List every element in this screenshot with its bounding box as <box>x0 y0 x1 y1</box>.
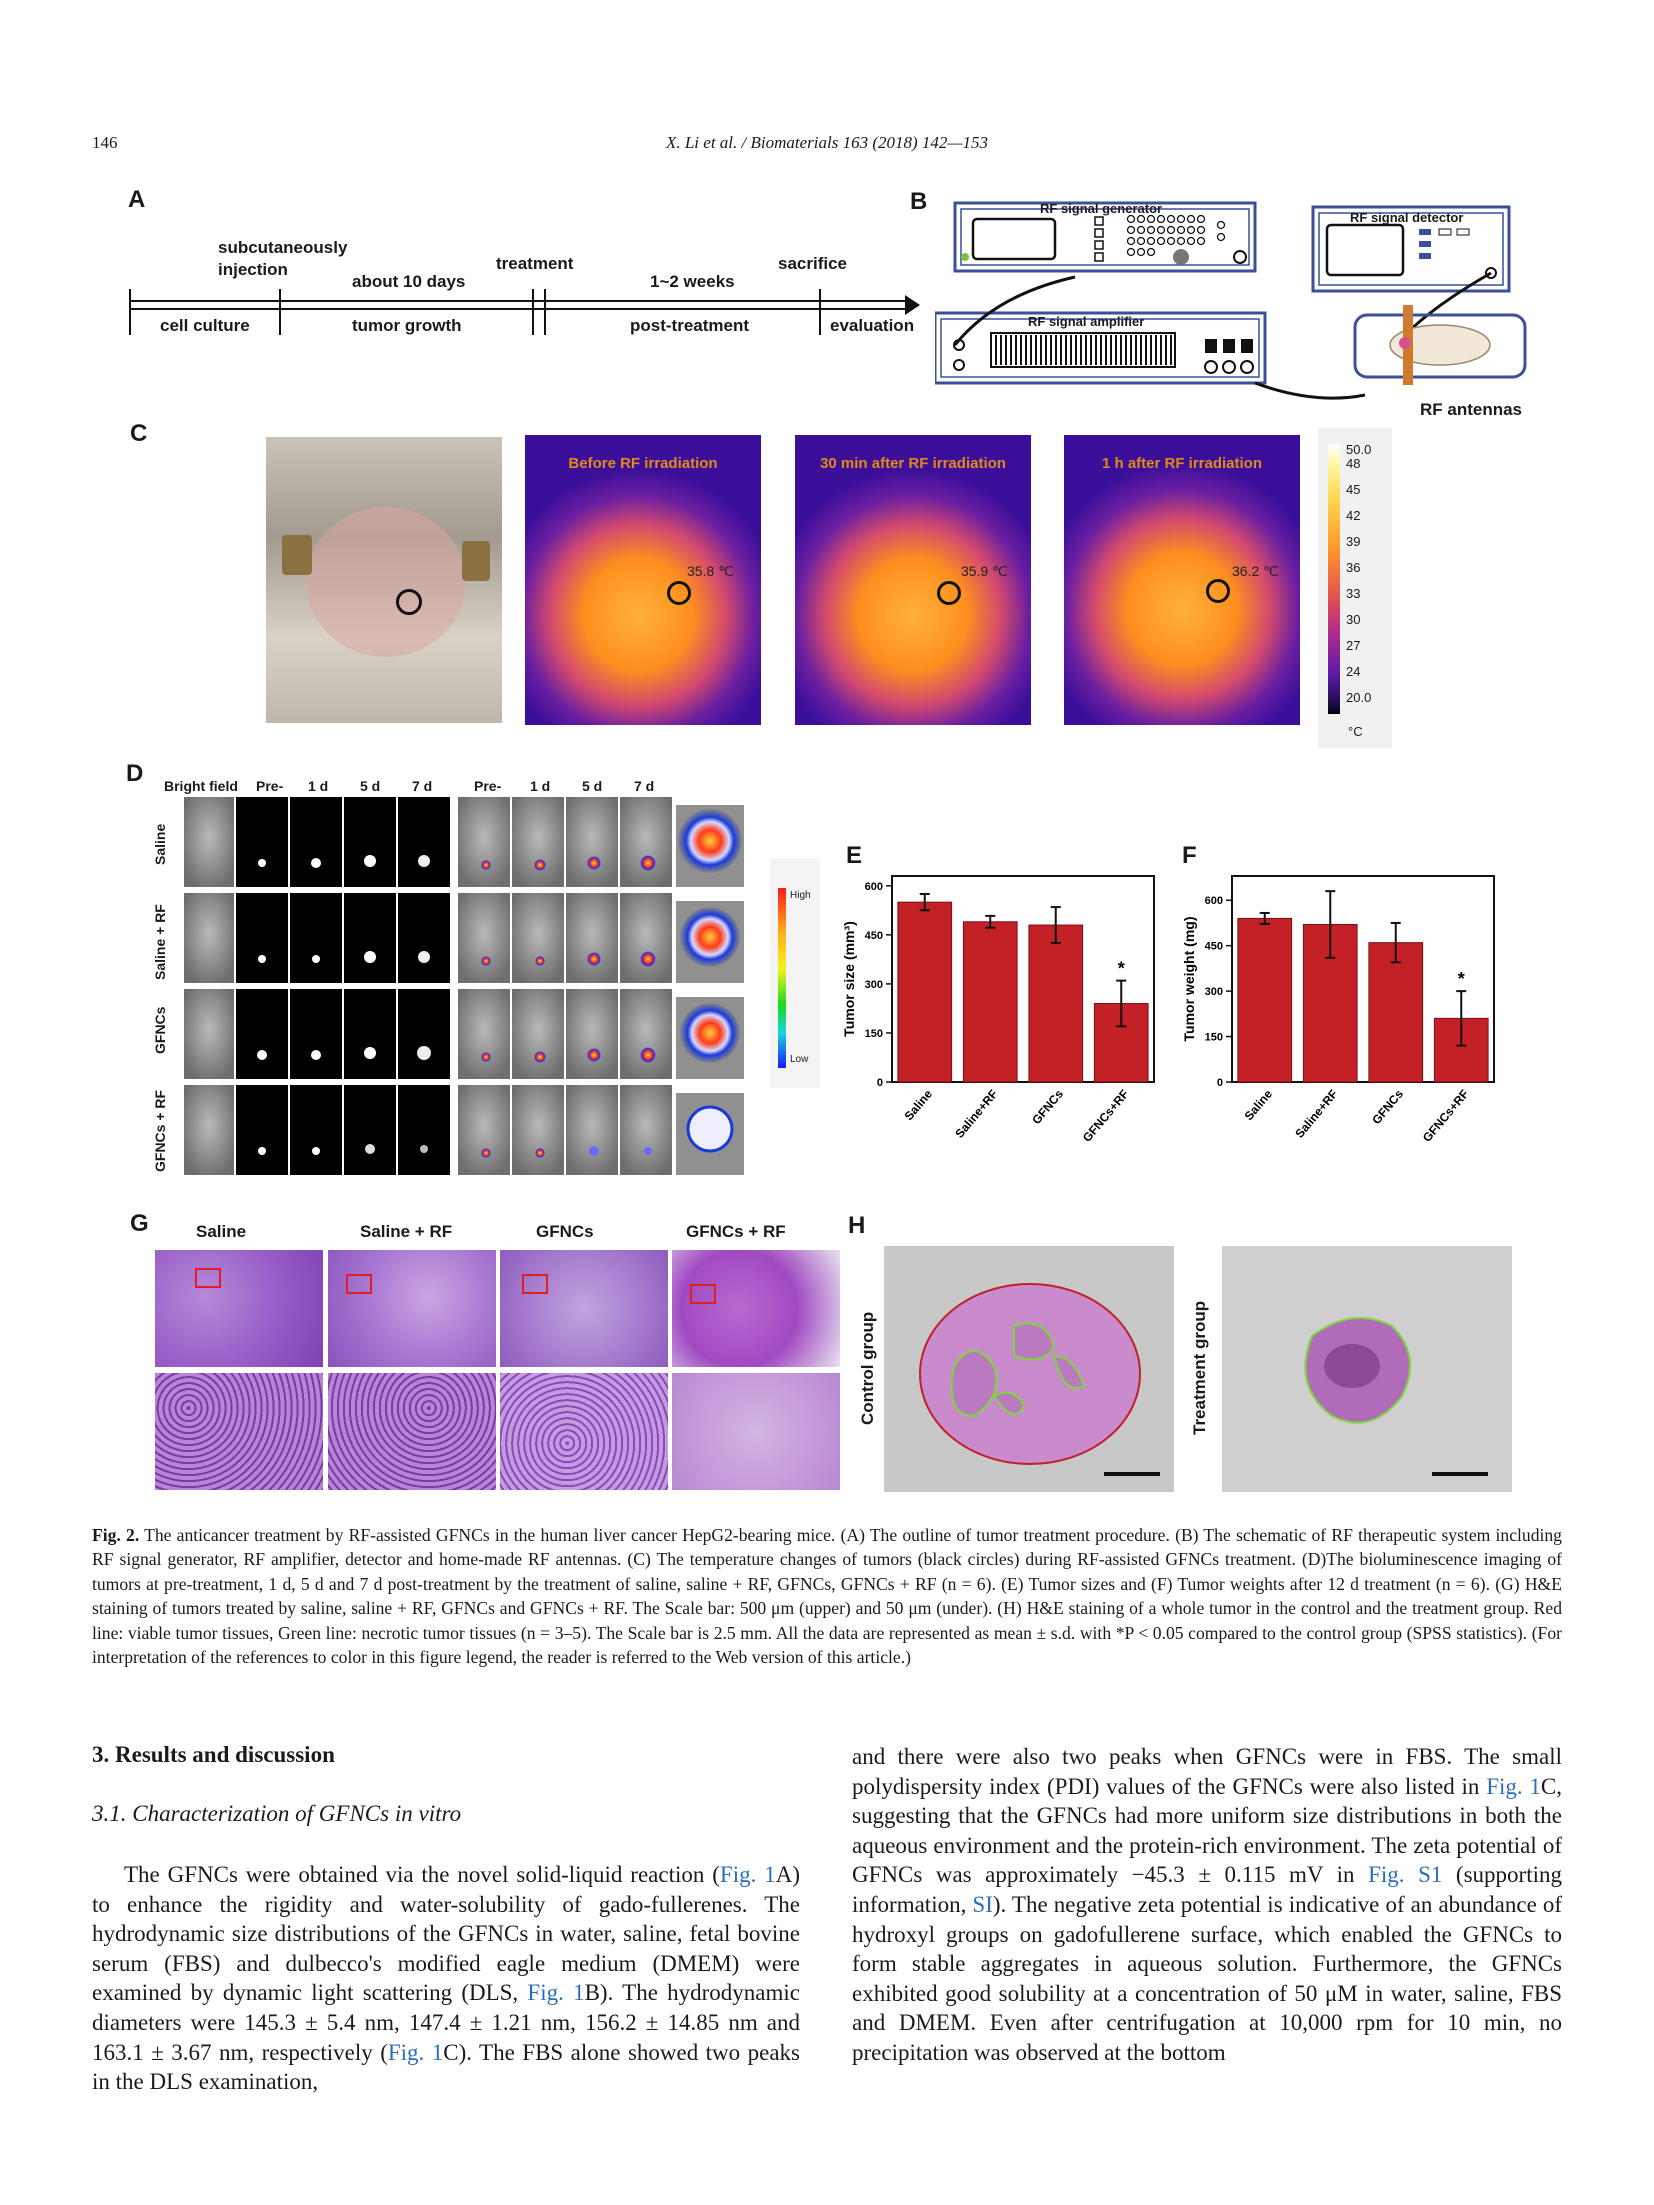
col-header: Pre- <box>474 778 502 794</box>
histo-saline-rf-upper <box>328 1250 496 1367</box>
category-label: Saline <box>1241 1086 1276 1124</box>
histo-gfncs-rf-lower <box>672 1373 840 1490</box>
category-label: Saline+RF <box>952 1086 1001 1141</box>
thermal-title-1h: 1 h after RF irradiation <box>1101 455 1263 472</box>
label-post-treatment: post-treatment <box>630 316 750 335</box>
timeline-axis <box>125 285 925 345</box>
scale-tick: 45 <box>1346 482 1361 497</box>
category-label: GFNCs+RF <box>1419 1086 1472 1145</box>
row-label: GFNCs <box>152 1006 168 1054</box>
col-header: 5 d <box>582 778 603 794</box>
photo-mouse-body <box>306 507 466 657</box>
photo-connector-left <box>282 535 312 575</box>
col-header: 1 d <box>308 778 329 794</box>
text-run: and there were also two peaks when GFNCs were in FBS. The small polydispersity index (PDI) values of the GFNCs were also listed in <box>852 1744 1562 1799</box>
text-run: The GFNCs were obtained via the novel solid-liquid reaction ( <box>124 1862 720 1887</box>
histo-col-label: Saline + RF <box>360 1222 453 1241</box>
y-tick-label: 600 <box>1204 895 1223 908</box>
histo-gfncs-upper <box>500 1250 668 1367</box>
thermal-temp-30min: 35.9 ℃ <box>961 563 1008 579</box>
col-header: Pre- <box>256 778 284 794</box>
scale-tick: 48 <box>1346 456 1361 471</box>
label-1-2-weeks: 1~2 weeks <box>650 272 735 291</box>
tumor-circle <box>937 581 961 605</box>
text-run: C). The FBS alone showed two peaks in the DLS examination, <box>92 2039 800 2095</box>
scale-tick: 30 <box>1346 612 1361 627</box>
label-rf-amplifier: RF signal amplifier <box>1028 314 1145 329</box>
histo-saline-lower <box>155 1373 323 1490</box>
figure-caption <box>92 1523 1562 1669</box>
panel-letter-e: E <box>846 842 863 869</box>
bar <box>1029 925 1083 1082</box>
significance-marker: * <box>1117 958 1125 979</box>
photo-connector-right <box>462 541 490 581</box>
thermal-image-before <box>525 435 761 725</box>
y-tick-label: 450 <box>864 929 883 942</box>
thermal-title-before: Before RF irradiation <box>568 455 718 472</box>
roi-box <box>522 1274 548 1294</box>
label-treatment: treatment <box>496 254 574 273</box>
scale-tick: 36 <box>1346 560 1361 575</box>
row-label: GFNCs + RF <box>152 1089 168 1172</box>
histo-saline-upper <box>155 1250 323 1367</box>
bar <box>898 902 952 1082</box>
y-tick-label: 300 <box>1204 986 1223 999</box>
subsection-heading: 3.1. Characterization of GFNCs in vitro <box>92 1801 462 1826</box>
journal-citation: X. Li et al. / Biomaterials 163 (2018) 142—153 <box>665 133 989 152</box>
label-about-10-days: about 10 days <box>352 272 466 291</box>
row-label: Saline <box>152 823 168 865</box>
y-axis-label: Tumor size (mm³) <box>841 921 857 1037</box>
panel-letter-d: D <box>126 760 144 787</box>
roi-box <box>195 1268 221 1288</box>
bar <box>1369 943 1423 1082</box>
body-left-column <box>92 1860 800 2097</box>
y-axis-label: Tumor weight (mg) <box>1181 916 1197 1042</box>
label-evaluation: evaluation <box>830 316 915 335</box>
histo-gfncs-rf-upper <box>672 1250 840 1367</box>
tumor-circle <box>396 589 422 615</box>
page-number: 146 <box>92 133 118 152</box>
label-subcutaneous-line2: injection <box>218 260 288 279</box>
tumor-size-bar-chart <box>830 862 1170 1182</box>
significance-marker: * <box>1457 969 1465 990</box>
caption-text: The anticancer treatment by RF-assisted GFNCs in the human liver cancer HepG2-bearing mice. (A) The outline of tumor treatment procedure. (B) The schematic of RF therapeutic system including RF signal generator, RF amplifier, detector and home-made RF antennas. (C) The temperature changes of tumors (black circles) during RF-assisted GFNCs treatment. (D)The bioluminescence imaging of tumors at pre-treatment, 1 d, 5 d and 7 d post-treatment by the treatment of saline, saline + RF, GFNCs, GFNCs + RF (n = 6). (E) Tumor sizes and (F) Tumor weights after 12 d treatment (n = 6). (G) H&E staining of tumors treated by saline, saline + RF, GFNCs and GFNCs + RF. The Scale bar: 500 μm (upper) and 50 μm (under). (H) H&E staining of a whole tumor in the control and the treatment group. Red line: viable tumor tissues, Green line: necrotic tumor tissues (n = 3–5). The Scale bar is 2.5 mm. All the data are represented as mean ± s.d. with *P < 0.05 compared to the control group (SPSS statistics). (For interpretation of the references to color in this figure legend, the reader is referred to the Web version of this article.) <box>92 1525 1562 1668</box>
bar <box>1238 918 1292 1082</box>
text-run: A) to enhance the rigidity and water-solubility of gado-fullerenes. The hydrodynamic size distributions of the GFNCs in water, saline, fetal bovine serum (FBS) and dulbecco's modified eagle medium (DMEM) were examined by dynamic light scattering (DLS, <box>92 1862 800 2006</box>
scale-tick: 24 <box>1346 664 1361 679</box>
roi-box <box>346 1274 372 1294</box>
figure-link[interactable]: Fig. 1 <box>1486 1773 1541 1799</box>
figure-link[interactable]: Fig. 1 <box>719 1862 776 1887</box>
label-subcutaneous-line1: subcutaneously <box>218 238 348 257</box>
supporting-info-link[interactable]: SI <box>972 1891 993 1917</box>
tumor-circle <box>1206 579 1230 603</box>
scale-tick: 42 <box>1346 508 1361 523</box>
section-heading: 3. Results and discussion <box>92 1742 335 1767</box>
panel-letter-b: B <box>910 188 928 215</box>
histo-col-label: GFNCs + RF <box>686 1222 786 1241</box>
luminescence-gradient <box>778 888 786 1068</box>
scale-low-label: Low <box>790 1054 809 1065</box>
label-rf-generator: RF signal generator <box>1040 201 1163 216</box>
temperature-scale <box>1318 428 1392 748</box>
panel-letter-c: C <box>130 420 148 447</box>
paragraph <box>852 1742 1562 2068</box>
histo-gfncs-lower <box>500 1373 668 1490</box>
tumor-circle <box>667 581 691 605</box>
luminescence-scale <box>770 858 820 1088</box>
y-tick-label: 0 <box>876 1077 883 1089</box>
category-label: Saline+RF <box>1292 1086 1341 1141</box>
histo-col-label: GFNCs <box>536 1222 594 1241</box>
whole-tumor-treatment <box>1222 1246 1512 1492</box>
y-tick-label: 150 <box>864 1027 883 1040</box>
thermal-temp-before: 35.8 ℃ <box>687 563 734 579</box>
col-header: 7 d <box>634 778 655 794</box>
paragraph <box>92 1860 800 2097</box>
histo-saline-rf-lower <box>328 1373 496 1490</box>
y-tick-label: 450 <box>1204 940 1223 953</box>
histo-col-label: Saline <box>196 1222 247 1241</box>
category-label: GFNCs <box>1369 1086 1407 1128</box>
col-header: 1 d <box>530 778 551 794</box>
y-tick-label: 0 <box>1216 1077 1223 1089</box>
y-tick-label: 150 <box>1204 1031 1223 1044</box>
scale-tick: 20.0 <box>1346 690 1372 705</box>
label-rf-antennas: RF antennas <box>1420 400 1523 419</box>
panel-letter-h: H <box>848 1212 866 1239</box>
scale-high-label: High <box>790 890 811 901</box>
category-label: Saline <box>901 1086 936 1124</box>
bar <box>963 922 1017 1082</box>
thermal-temp-1h: 36.2 ℃ <box>1232 563 1279 579</box>
label-tumor-growth: tumor growth <box>352 316 462 335</box>
label-control-group: Control group <box>858 1311 877 1425</box>
supplementary-figure-link[interactable]: Fig. S1 <box>1368 1862 1443 1888</box>
roi-box <box>690 1284 716 1304</box>
photo-mouse-in-antenna <box>266 437 502 723</box>
col-header: 7 d <box>412 778 433 794</box>
scale-unit: °C <box>1348 724 1363 739</box>
row-label: Saline + RF <box>152 904 168 980</box>
bioluminescence-grid <box>184 797 774 1181</box>
col-header: 5 d <box>360 778 381 794</box>
panel-letter-g: G <box>130 1210 149 1237</box>
label-treatment-group: Treatment group <box>1190 1300 1209 1435</box>
body-right-column <box>852 1742 1562 2068</box>
whole-tumor-control <box>884 1246 1174 1492</box>
panel-letter-f: F <box>1182 842 1197 869</box>
rf-system-diagram <box>935 195 1535 415</box>
temperature-gradient-bar <box>1328 444 1340 714</box>
thermal-image-1h <box>1064 435 1300 725</box>
tumor-weight-bar-chart <box>1170 862 1510 1182</box>
scale-tick: 39 <box>1346 534 1361 549</box>
text-run: C, suggesting that the GFNCs had more uniform size distributions in both the aqueous environment and the protein-rich environment. The zeta potential of GFNCs was approximately −45.3 ± 0.115 mV in <box>852 1773 1562 1888</box>
y-tick-label: 600 <box>864 880 883 893</box>
thermal-image-30min <box>795 435 1031 725</box>
thermal-title-30min: 30 min after RF irradiation <box>820 455 1006 472</box>
col-header: Bright field <box>164 778 238 794</box>
label-rf-detector: RF signal detector <box>1350 210 1464 225</box>
category-label: GFNCs <box>1029 1086 1067 1128</box>
text-run: (supporting information, <box>852 1862 1562 1917</box>
text-run: ). The negative zeta potential is indicative of an abundance of hydroxyl groups on gadofullerene surface, which enabled the GFNCs to form stable aggregates in aqueous solution. Furthermore, the GFNCs exhibited good solubility at a concentration of 50 μM in water, saline, FBS and DMEM. Even after centrifugation at 10,000 rpm for 10 min, no precipitation was observed at the bottom <box>852 1891 1562 2065</box>
scale-tick: 27 <box>1346 638 1361 653</box>
category-label: GFNCs+RF <box>1079 1086 1132 1145</box>
figure-link[interactable]: Fig. 1 <box>387 2039 444 2065</box>
label-sacrifice: sacrifice <box>778 254 847 273</box>
text-run: B). The hydrodynamic diameters were 145.3 ± 5.4 nm, 147.4 ± 1.21 nm, 156.2 ± 14.85 nm and 163.1 ± 3.67 nm, respectively ( <box>92 1980 801 2065</box>
scale-tick: 50.0 <box>1346 442 1372 457</box>
scale-tick: 33 <box>1346 586 1361 601</box>
caption-label: Fig. 2. <box>92 1525 140 1545</box>
label-cell-culture: cell culture <box>160 316 250 335</box>
figure-link[interactable]: Fig. 1 <box>527 1980 585 2006</box>
panel-letter-a: A <box>128 186 146 213</box>
y-tick-label: 300 <box>864 978 883 991</box>
